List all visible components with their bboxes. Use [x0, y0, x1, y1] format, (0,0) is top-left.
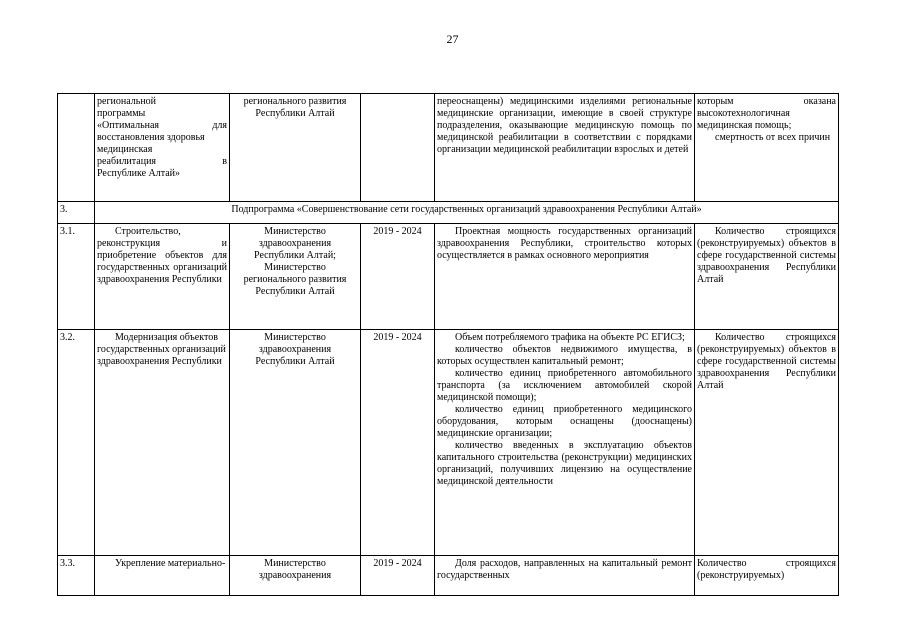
cell-result — [435, 330, 695, 556]
result-item: Проектная мощность государственных организаций здравоохранения Республики, строительство которых осуществляется в рамках основного мероприятия — [437, 226, 692, 261]
cell-name: Строительство, реконструкция и приобретение объектов для государственных организаций здравоохранения Республики — [95, 224, 230, 330]
cell-executor — [230, 330, 361, 556]
cell-result — [435, 224, 695, 330]
indicator-text: смертность от всех причин — [715, 132, 831, 143]
cell-period: 2019 - 2024 — [361, 556, 435, 596]
executor-line: Министерство — [264, 558, 326, 569]
cell-executor — [230, 556, 361, 596]
result-item: количество единиц приобретенного автомобильного транспорта (за исключением автомобилей скорой медицинской помощи); — [437, 368, 692, 403]
cell-name: Модернизация объектов государственных организаций здравоохранения Республики — [95, 330, 230, 556]
cell-period — [361, 94, 435, 202]
cell-executor — [230, 94, 361, 202]
cell-name: Укрепление материально- — [95, 556, 230, 596]
result-item: количество единиц приобретенного медицинского оборудования, которым оснащены (дооснащены) медицинские организации; — [437, 404, 692, 439]
cell-num: 3.1. — [58, 224, 95, 330]
page-number: 27 — [446, 32, 459, 46]
section-row — [58, 202, 839, 224]
cell-num: 3.2. — [58, 330, 95, 556]
result-item: количество введенных в эксплуатацию объектов капитального строительства (реконструкции) медицинских организаций, получивших лицензию на осуществление медицинской деятельности — [437, 440, 692, 487]
cell-period: 2019 - 2024 — [361, 330, 435, 556]
table-row — [58, 556, 839, 596]
result-item: Доля расходов, направленных на капитальный ремонт государственных — [437, 558, 692, 581]
cell-indicators: Количество строящихся (реконструируемых) — [695, 556, 839, 596]
executor-line: регионального развития — [243, 96, 347, 107]
section-num: 3. — [58, 202, 95, 224]
name-line: программы — [97, 108, 146, 119]
table-row-continued — [58, 94, 839, 202]
table-row — [58, 224, 839, 330]
indicator-text: которым оказана высокотехнологичная медицинская помощь; — [697, 96, 836, 131]
name-line: реабилитация в — [97, 156, 227, 167]
cell-executor — [230, 224, 361, 330]
executor-line: регионального развития — [243, 274, 347, 285]
cell-result: переоснащены) медицинскими изделиями региональные медицинские организации, имеющие в своей структуре подразделения, оказывающие медицинскую помощь по медицинской реабилитации в соответствии с порядками организации медицинской реабилитации взрослых и детей — [435, 94, 695, 202]
cell-period: 2019 - 2024 — [361, 224, 435, 330]
result-item: Объем потребляемого трафика на объекте РС ЕГИСЗ; — [455, 332, 685, 343]
executor-line: здравоохранения — [258, 344, 332, 355]
cell-indicators: Количество строящихся (реконструируемых) объектов в сфере государственной системы здравоохранения Республики Алтай — [695, 224, 839, 330]
cell-indicators: Количество строящихся (реконструируемых) объектов в сфере государственной системы здравоохранения Республики Алтай — [695, 330, 839, 556]
program-activities-table — [57, 93, 839, 596]
result-item: количество объектов недвижимого имущества, в которых осуществлен капитальный ремонт; — [437, 344, 692, 367]
executor-line: Республики Алтай — [255, 356, 335, 367]
cell-num — [58, 94, 95, 202]
executor-line: Министерство — [264, 332, 326, 343]
cell-result — [435, 556, 695, 596]
name-line: медицинская — [97, 144, 153, 155]
executor-line: Республики Алтай; — [254, 250, 336, 261]
executor-line: здравоохранения — [258, 570, 332, 581]
section-title: Подпрограмма «Совершенствование сети государственных организаций здравоохранения Республики Алтай» — [95, 202, 839, 224]
cell-num: 3.3. — [58, 556, 95, 596]
cell-name — [95, 94, 230, 202]
executor-line: Министерство — [264, 262, 326, 273]
executor-line: Республики Алтай — [255, 108, 335, 119]
name-line: восстановления здоровья — [97, 132, 205, 143]
name-line: Республике Алтай» — [97, 168, 180, 179]
executor-line: здравоохранения — [258, 238, 332, 249]
name-line: региональной — [97, 96, 157, 107]
table-row — [58, 330, 839, 556]
executor-line: Республики Алтай — [255, 286, 335, 297]
executor-line: Министерство — [264, 226, 326, 237]
cell-indicators — [695, 94, 839, 202]
name-line: «Оптимальная для — [97, 120, 227, 131]
